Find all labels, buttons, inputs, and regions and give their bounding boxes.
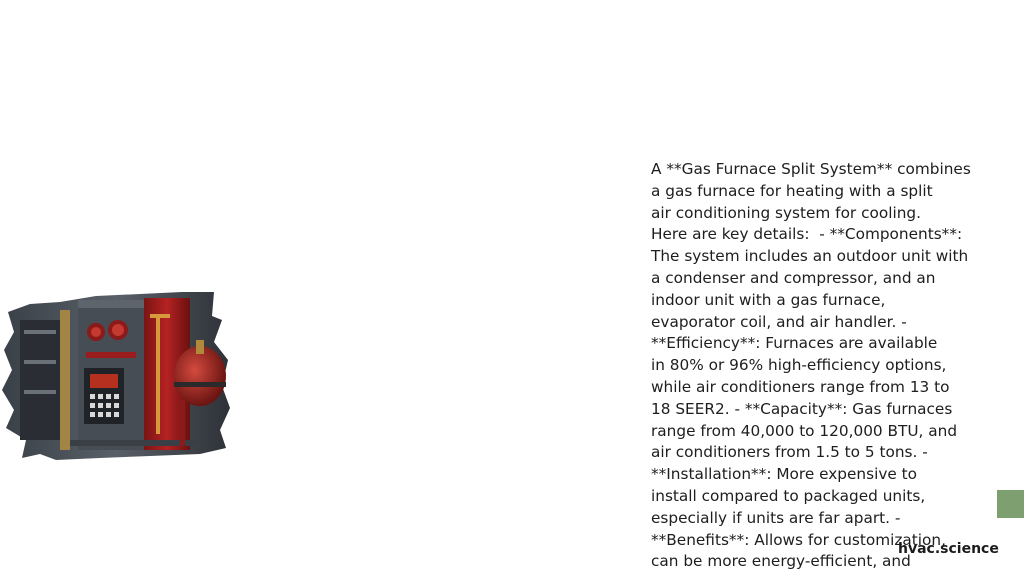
site-brand[interactable]: hvac.science — [898, 541, 999, 557]
article-paragraph: A **Gas Furnace Split System** combines a gas furnace for heating with a split air conditioning system for cooling. Here are key details: - **Components**: The system includes an outdoor unit with a condenser and compressor, and an indoor unit with a gas furnace, evaporator coil, and air handler. - **Efficiency**: Furnaces are available in 80% or 96% high-efficiency options, while air conditioners range from 13 to 18 SEER2. - **Capacity**: Gas furnaces range from 40,000 to 120,000 BTU, and air conditioners from 1.5 to 5 tons. - **Installation**: More expensive to install compared to packaged units, especially if units are far apart. - **Benefits**: Allows for customization, can be more energy-efficient, and — [651, 160, 971, 571]
accent-square — [997, 490, 1024, 518]
furnace-illustration — [0, 290, 232, 462]
